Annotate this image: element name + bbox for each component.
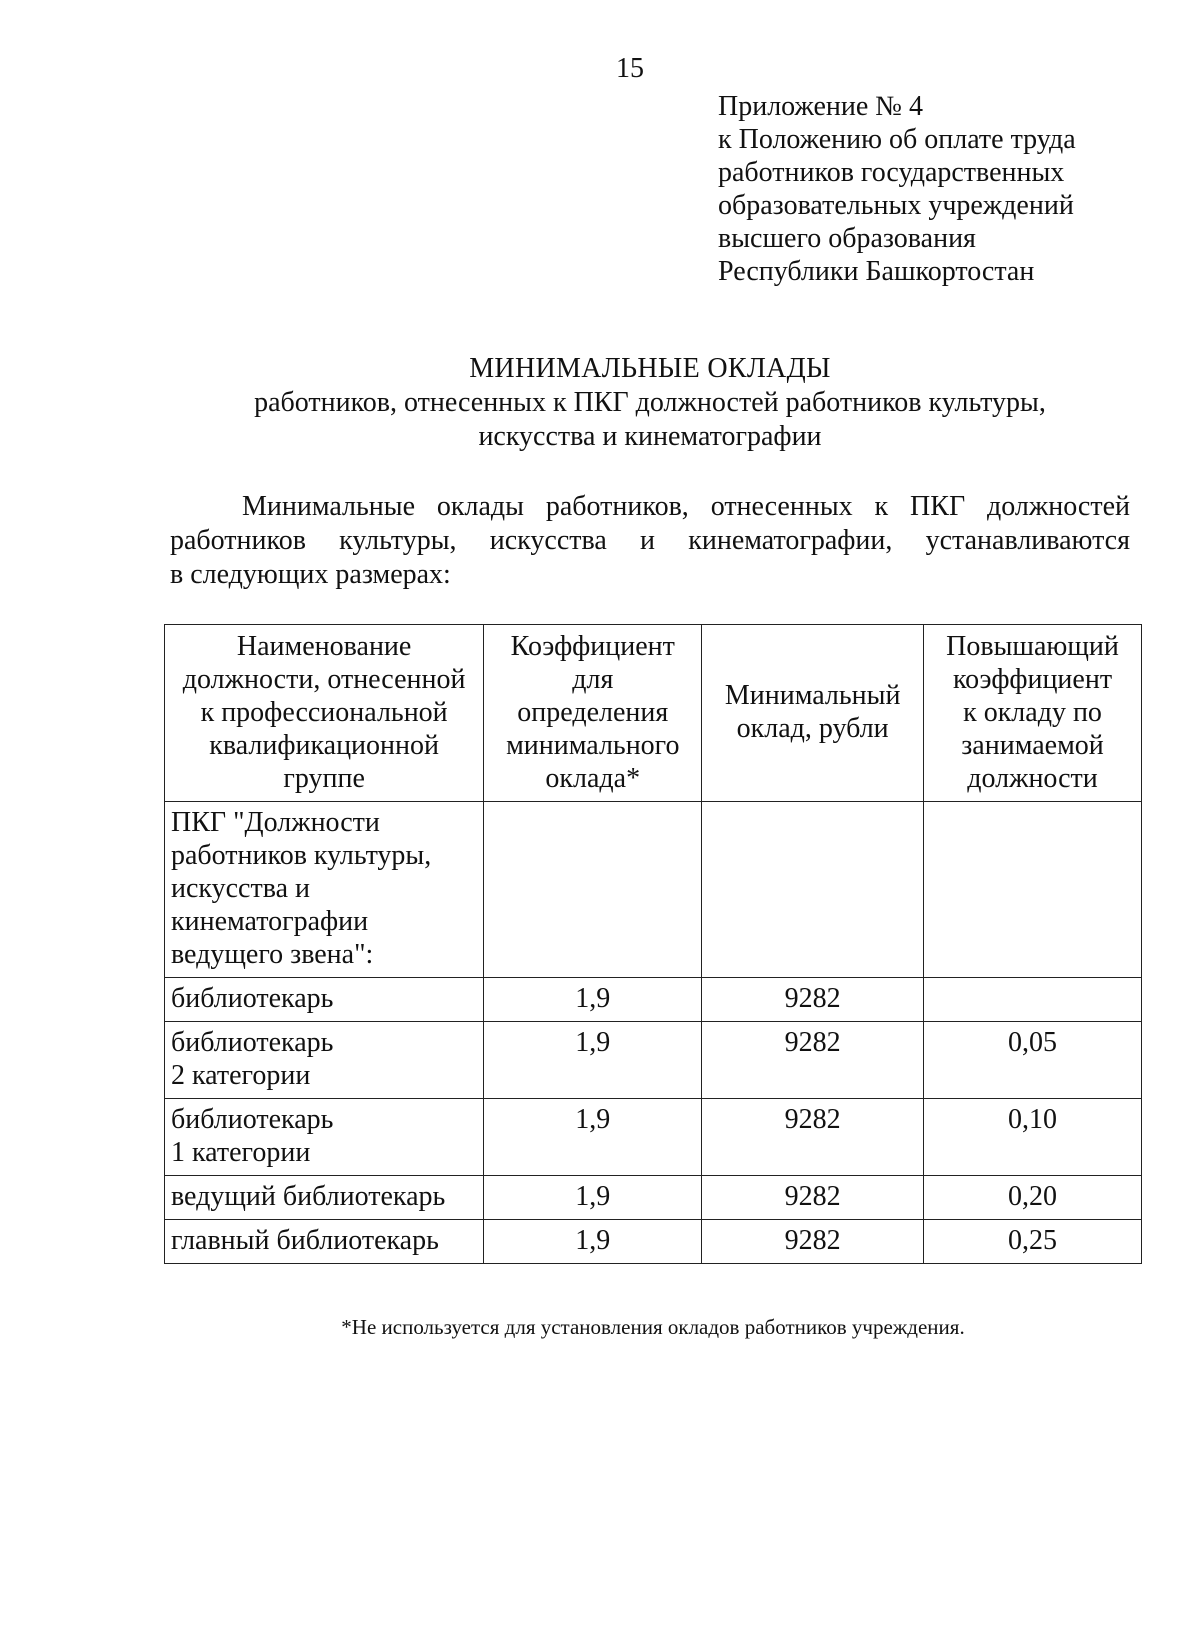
title-subtitle-line: работников, отнесенных к ПКГ должностей работников культуры, [254, 387, 1046, 418]
header-text: должности [967, 762, 1098, 794]
coefficient-value: 1,9 [484, 1099, 702, 1176]
page-number: 15 [616, 53, 644, 84]
header-text: определения [517, 696, 669, 728]
group-label-line: ведущего звена": [171, 939, 374, 970]
position-name-line: главный библиотекарь [171, 1225, 439, 1256]
table-row [165, 1099, 1142, 1176]
salary-table [164, 624, 1142, 1264]
salary-value: 9282 [702, 1022, 924, 1099]
position-name-line: библиотекарь [171, 983, 334, 1014]
position-name [165, 1176, 484, 1220]
intro-word: оклады [436, 491, 524, 522]
header-text: группе [283, 762, 365, 794]
group-label-line: ПКГ "Должности [171, 807, 380, 838]
header-text: Коэффициент [510, 630, 675, 662]
header-text: оклада* [545, 762, 641, 794]
header-text: Наименование [236, 630, 412, 662]
coefficient-value: 1,9 [484, 1022, 702, 1099]
empty-cell [484, 802, 702, 978]
appendix-line: Республики Башкортостан [718, 256, 1035, 287]
header-text: оклад, рубли [736, 713, 889, 744]
intro-line: в следующих размерах: [170, 559, 451, 590]
intro-word: должностей [987, 491, 1130, 522]
table-row [165, 1022, 1142, 1099]
intro-word: к [874, 491, 889, 522]
header-text: квалификационной [209, 729, 439, 761]
group-label-line: кинематографии [171, 906, 369, 937]
salary-value: 9282 [702, 1176, 924, 1220]
header-raising-coefficient [924, 625, 1142, 802]
table-group-row [165, 802, 1142, 978]
raise-value: 0,10 [924, 1099, 1142, 1176]
position-name-line: библиотекарь [171, 1027, 334, 1058]
table-row [165, 1220, 1142, 1264]
position-name-line: ведущий библиотекарь [171, 1181, 446, 1212]
header-text: должности, отнесенной [182, 663, 466, 695]
header-text: коэффициент [952, 663, 1113, 695]
salary-value: 9282 [702, 1099, 924, 1176]
intro-word: отнесенных [710, 491, 853, 522]
salary-value: 9282 [702, 1220, 924, 1264]
intro-line [170, 524, 1130, 558]
intro-line [170, 490, 1130, 524]
intro-word: работников [170, 525, 306, 556]
position-name-line: 2 категории [171, 1060, 311, 1091]
appendix-line: высшего образования [718, 223, 976, 254]
intro-word: Минимальные [242, 491, 416, 522]
footnote: *Не используется для установления окладов работников учреждения. [341, 1315, 965, 1339]
header-text: к окладу по [963, 696, 1102, 728]
appendix-line: Приложение № 4 [718, 91, 923, 122]
intro-word: ПКГ [910, 491, 966, 522]
raise-value: 0,20 [924, 1176, 1142, 1220]
position-name-line: 1 категории [171, 1137, 311, 1168]
coefficient-value: 1,9 [484, 978, 702, 1022]
intro-word: устанавливаются [925, 525, 1130, 556]
intro-word: кинематографии, [688, 525, 893, 556]
intro-paragraph [170, 490, 1130, 592]
header-text: для [572, 663, 614, 695]
header-position-name [165, 625, 484, 802]
position-name [165, 1220, 484, 1264]
header-text: Минимальный [724, 680, 901, 711]
title-subtitle-line: искусства и кинематографии [478, 421, 822, 452]
position-name-line: библиотекарь [171, 1104, 334, 1135]
header-minimal-salary [702, 625, 924, 802]
intro-word: искусства [489, 525, 607, 556]
header-text: к профессиональной [200, 696, 448, 728]
appendix-line: образовательных учреждений [718, 190, 1074, 221]
table-row [165, 1176, 1142, 1220]
empty-cell [702, 802, 924, 978]
header-text: Повышающий [946, 630, 1119, 662]
table-header-row [165, 625, 1142, 802]
header-text: занимаемой [961, 729, 1104, 761]
group-label-line: искусства и [171, 873, 310, 904]
table-row [165, 978, 1142, 1022]
coefficient-value: 1,9 [484, 1220, 702, 1264]
group-label [165, 802, 484, 978]
intro-word: и [640, 525, 655, 556]
coefficient-value: 1,9 [484, 1176, 702, 1220]
position-name [165, 1022, 484, 1099]
empty-cell [924, 802, 1142, 978]
raise-value [924, 978, 1142, 1022]
header-coefficient [484, 625, 702, 802]
header-text: минимального [506, 729, 680, 761]
intro-word: культуры, [339, 525, 457, 556]
raise-value: 0,25 [924, 1220, 1142, 1264]
appendix-header [718, 90, 1178, 288]
raise-value: 0,05 [924, 1022, 1142, 1099]
salary-value: 9282 [702, 978, 924, 1022]
group-label-line: работников культуры, [171, 840, 432, 871]
appendix-line: к Положению об оплате труда [718, 124, 1076, 155]
document-title [160, 352, 1140, 454]
appendix-line: работников государственных [718, 157, 1065, 188]
intro-word: работников, [545, 491, 689, 522]
title-main: МИНИМАЛЬНЫЕ ОКЛАДЫ [469, 353, 831, 384]
position-name [165, 1099, 484, 1176]
position-name [165, 978, 484, 1022]
